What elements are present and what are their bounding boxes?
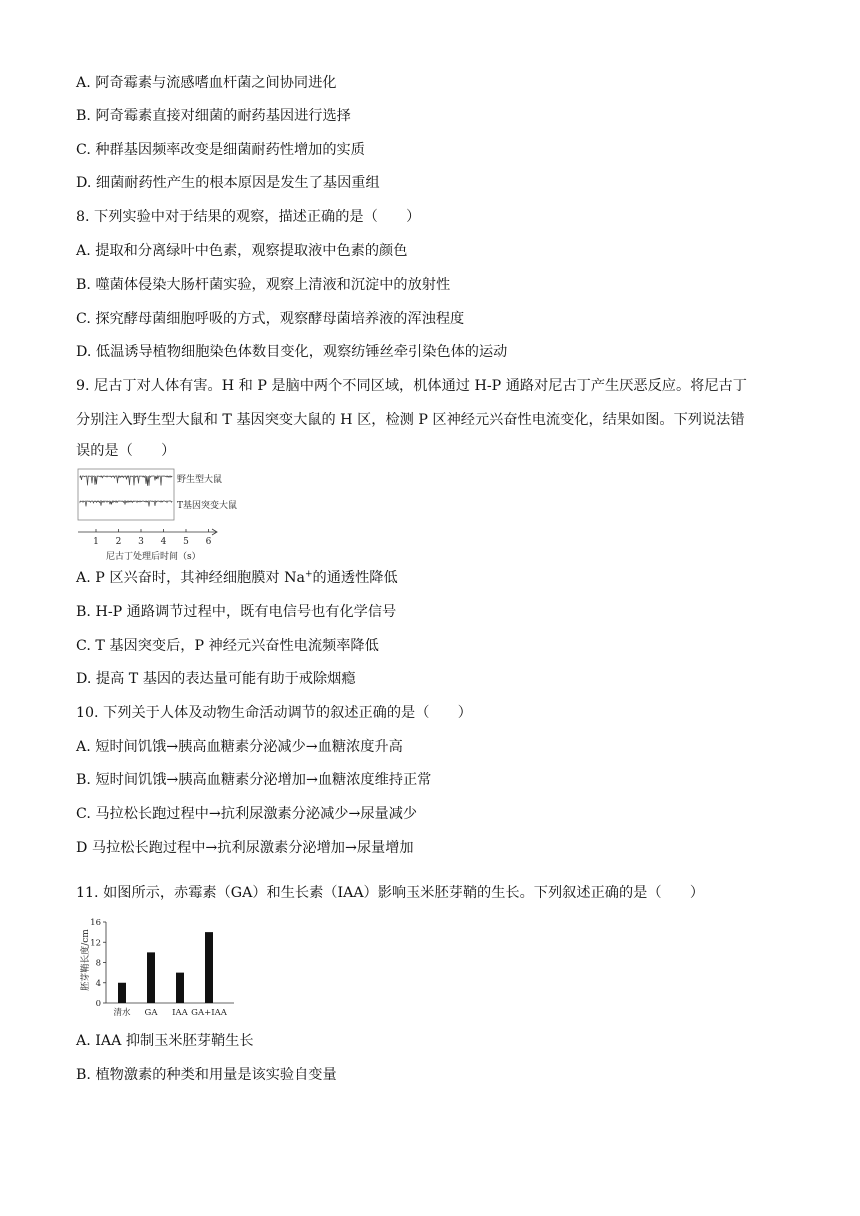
y-tick-label: 0 (95, 999, 101, 1009)
mutant-trace (80, 501, 172, 506)
q7-option-b: B. 阿奇霉素直接对细菌的耐药基因进行选择 (76, 108, 351, 124)
y-tick-label: 16 (90, 918, 101, 928)
q9-stem-line1: 9. 尼古丁对人体有害。H 和 P 是脑中两个不同区域，机体通过 H-P 通路对尼古丁产生厌恶反应。将尼古丁 (76, 378, 747, 394)
q8-option-d: D. 低温诱导植物细胞染色体数目变化，观察纺锤丝牵引染色体的运动 (76, 344, 508, 360)
time-axis-label: 尼古丁处理后时间（s） (106, 552, 201, 562)
time-tick-label: 3 (138, 537, 144, 547)
q11-stem: 11. 如图所示，赤霉素（GA）和生长素（IAA）影响玉米胚芽鞘的生长。下列叙述正确的是（ ） (76, 885, 705, 901)
q8-option-a: A. 提取和分离绿叶中色素，观察提取液中色素的颜色 (76, 243, 408, 259)
bar-2 (176, 973, 184, 1003)
legend-wild-type: 野生型大鼠 (177, 475, 223, 485)
q9-option-a-text: A. P 区兴奋时，其神经细胞膜对 Na (76, 570, 305, 586)
x-tick-label: GA+IAA (191, 1008, 227, 1018)
q7-option-c: C. 种群基因频率改变是细菌耐药性增加的实质 (76, 142, 365, 158)
x-tick-label: IAA (172, 1008, 188, 1018)
q7-option-d: D. 细菌耐药性产生的根本原因是发生了基因重组 (76, 175, 380, 191)
q10-option-b: B. 短时间饥饿→胰高血糖素分泌增加→血糖浓度维持正常 (76, 772, 432, 788)
q10-option-a: A. 短时间饥饿→胰高血糖素分泌减少→血糖浓度升高 (76, 739, 403, 755)
q8-stem: 8. 下列实验中对于结果的观察，描述正确的是（ ） (76, 209, 421, 225)
x-tick-label: 清水 (113, 1008, 131, 1018)
q9-option-d: D. 提高 T 基因的表达量可能有助于戒除烟瘾 (76, 671, 356, 687)
y-tick-label: 4 (95, 978, 101, 989)
wild-type-trace (80, 476, 172, 486)
q10-option-c: C. 马拉松长跑过程中→抗利尿激素分泌减少→尿量减少 (76, 806, 418, 822)
time-tick-label: 6 (205, 537, 212, 547)
y-tick-label: 8 (95, 958, 101, 969)
time-tick-label: 1 (93, 537, 99, 547)
q9-current-figure (76, 468, 266, 563)
q9-option-c: C. T 基因突变后，P 神经元兴奋性电流频率降低 (76, 638, 379, 654)
q9-option-a-text-end: 的通透性降低 (312, 570, 398, 586)
bar-3 (205, 932, 213, 1003)
chart-y-axis-label: 胚芽鞘长度/cm (81, 929, 91, 991)
time-tick-label: 2 (115, 537, 122, 547)
q8-option-b: B. 噬菌体侵染大肠杆菌实验，观察上清液和沉淀中的放射性 (76, 277, 451, 293)
time-tick-label: 5 (183, 537, 189, 547)
time-tick-label: 4 (160, 537, 167, 547)
q7-option-a: A. 阿奇霉素与流感嗜血杆菌之间协同进化 (76, 75, 337, 91)
q9-stem-line3: 误的是（ ） (76, 443, 176, 459)
q10-stem: 10. 下列关于人体及动物生命活动调节的叙述正确的是（ ） (76, 705, 472, 721)
q9-option-b: B. H-P 通路调节过程中，既有电信号也有化学信号 (76, 604, 397, 620)
q9-option-a-sup: + (304, 569, 313, 580)
bar-0 (118, 983, 126, 1003)
q11-option-b: B. 植物激素的种类和用量是该实验自变量 (76, 1067, 337, 1083)
q11-option-a: A. IAA 抑制玉米胚芽鞘生长 (76, 1033, 254, 1049)
q10-option-d: D 马拉松长跑过程中→抗利尿激素分泌增加→尿量增加 (76, 840, 414, 856)
q11-bar-chart (76, 912, 246, 1022)
q9-option-a (76, 568, 398, 588)
bar-1 (147, 952, 155, 1003)
legend-t-mutant: T基因突变大鼠 (177, 501, 238, 511)
q8-option-c: C. 探究酵母菌细胞呼吸的方式，观察酵母菌培养液的浑浊程度 (76, 311, 465, 327)
x-tick-label: GA (144, 1008, 158, 1018)
y-tick-label: 12 (90, 938, 101, 949)
q9-stem-line2: 分别注入野生型大鼠和 T 基因突变大鼠的 H 区，检测 P 区神经元兴奋性电流变化，结果如图。下列说法错 (76, 412, 745, 428)
